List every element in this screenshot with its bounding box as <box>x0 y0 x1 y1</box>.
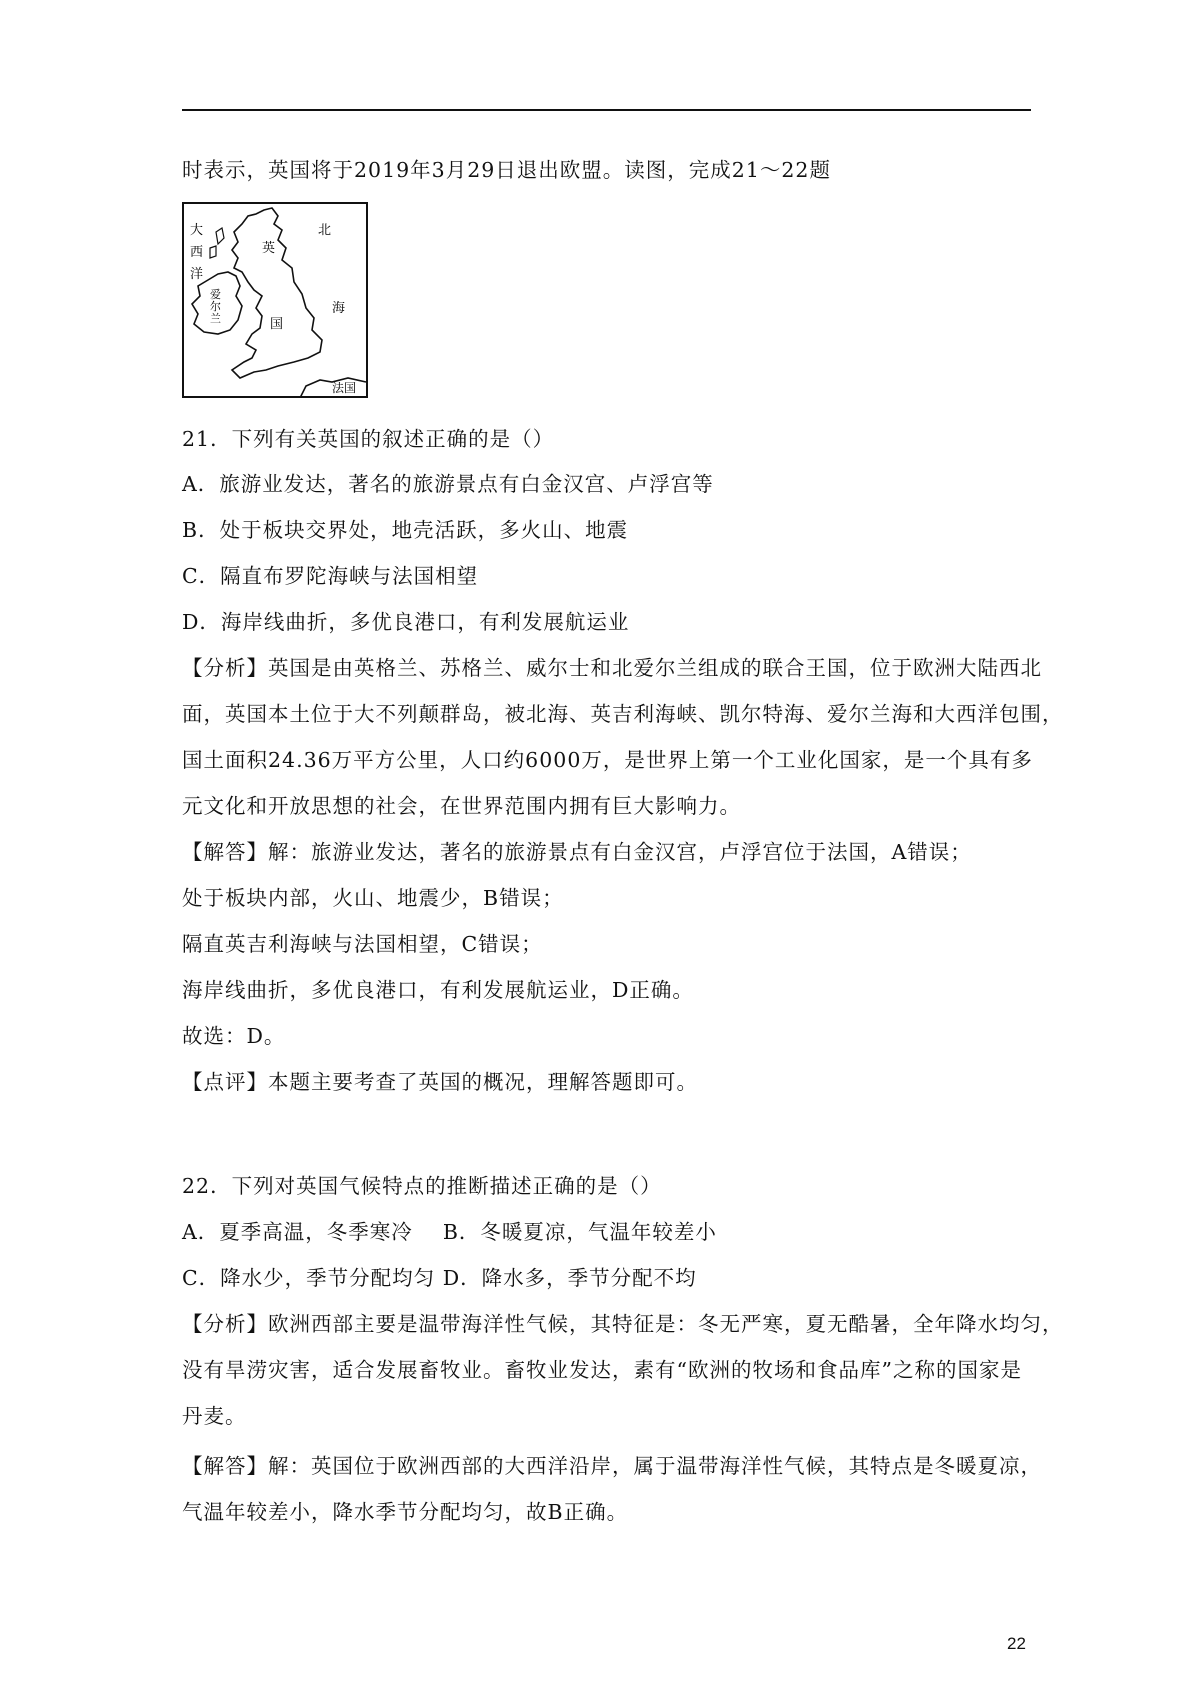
q21-answer-line: 故选：D。 <box>182 1024 286 1048</box>
map-label-atlantic-3: 洋 <box>190 267 204 282</box>
q22-answer-line: 气温年较差小，降水季节分配均匀，故B正确。 <box>182 1500 629 1524</box>
q21-answer-line: 处于板块内部，火山、地震少，B错误； <box>182 886 564 910</box>
intro-text: 时表示，英国将于2019年3月29日退出欧盟。读图，完成21～22题 <box>182 158 831 182</box>
q21-comment: 【点评】本题主要考查了英国的概况，理解答题即可。 <box>182 1070 698 1094</box>
q22-stem: 22．下列对英国气候特点的推断描述正确的是（） <box>182 1174 662 1198</box>
q22-options-cd: C．降水少，季节分配均匀 D．降水多，季节分配不均 <box>182 1266 697 1290</box>
q21-option-b: B．处于板块交界处，地壳活跃，多火山、地震 <box>182 518 629 542</box>
page-number: 22 <box>1007 1634 1026 1653</box>
q22-analysis-line: 没有旱涝灾害，适合发展畜牧业。畜牧业发达，素有“欧洲的牧场和食品库”之称的国家是 <box>182 1358 1022 1382</box>
q21-stem: 21．下列有关英国的叙述正确的是（） <box>182 427 555 451</box>
q21-answer-line: 隔直英吉利海峡与法国相望，C错误； <box>182 932 543 956</box>
header-rule <box>182 109 1031 111</box>
q21-option-c: C．隔直布罗陀海峡与法国相望 <box>182 564 479 588</box>
q21-analysis-line: 元文化和开放思想的社会，在世界范围内拥有巨大影响力。 <box>182 794 741 818</box>
q22-answer-line: 【解答】解：英国位于欧洲西部的大西洋沿岸，属于温带海洋性气候，其特点是冬暖夏凉， <box>182 1454 1042 1478</box>
map-label-atlantic-2: 西 <box>190 245 204 260</box>
q21-analysis-line: 【分析】英国是由英格兰、苏格兰、威尔士和北爱尔兰组成的联合王国，位于欧洲大陆西北 <box>182 656 1042 680</box>
q21-answer-line: 【解答】解：旅游业发达，著名的旅游景点有白金汉宫，卢浮宫位于法国，A错误； <box>182 840 972 864</box>
map-label-ireland-3: 兰 <box>210 312 221 325</box>
uk-map <box>182 202 368 398</box>
map-label-uk-2: 国 <box>270 317 284 332</box>
map-label-north-sea-1: 北 <box>318 223 332 238</box>
map-label-north-sea-2: 海 <box>332 301 346 316</box>
map-label-france: 法国 <box>332 381 357 395</box>
map-label-uk-1: 英 <box>262 241 276 256</box>
map-label-atlantic-1: 大 <box>190 223 204 238</box>
q22-analysis-line: 丹麦。 <box>182 1404 247 1428</box>
map-label-ireland-2: 尔 <box>210 300 221 313</box>
q21-option-a: A．旅游业发达，著名的旅游景点有白金汉宫、卢浮宫等 <box>182 472 714 496</box>
map-label-ireland-1: 爱 <box>210 288 221 301</box>
q22-options-ab: A．夏季高温，冬季寒冷 B．冬暖夏凉，气温年较差小 <box>182 1220 717 1244</box>
q21-analysis-line: 国土面积24.36万平方公里，人口约6000万，是世界上第一个工业化国家，是一个具有多 <box>182 748 1033 772</box>
q21-option-d: D．海岸线曲折，多优良港口，有利发展航运业 <box>182 610 630 634</box>
q21-answer-line: 海岸线曲折，多优良港口，有利发展航运业，D正确。 <box>182 978 694 1002</box>
q21-analysis-line: 面，英国本土位于大不列颠群岛，被北海、英吉利海峡、凯尔特海、爱尔兰海和大西洋包围， <box>182 702 1064 726</box>
q22-analysis-line: 【分析】欧洲西部主要是温带海洋性气候，其特征是：冬无严寒，夏无酷暑，全年降水均匀， <box>182 1312 1064 1336</box>
